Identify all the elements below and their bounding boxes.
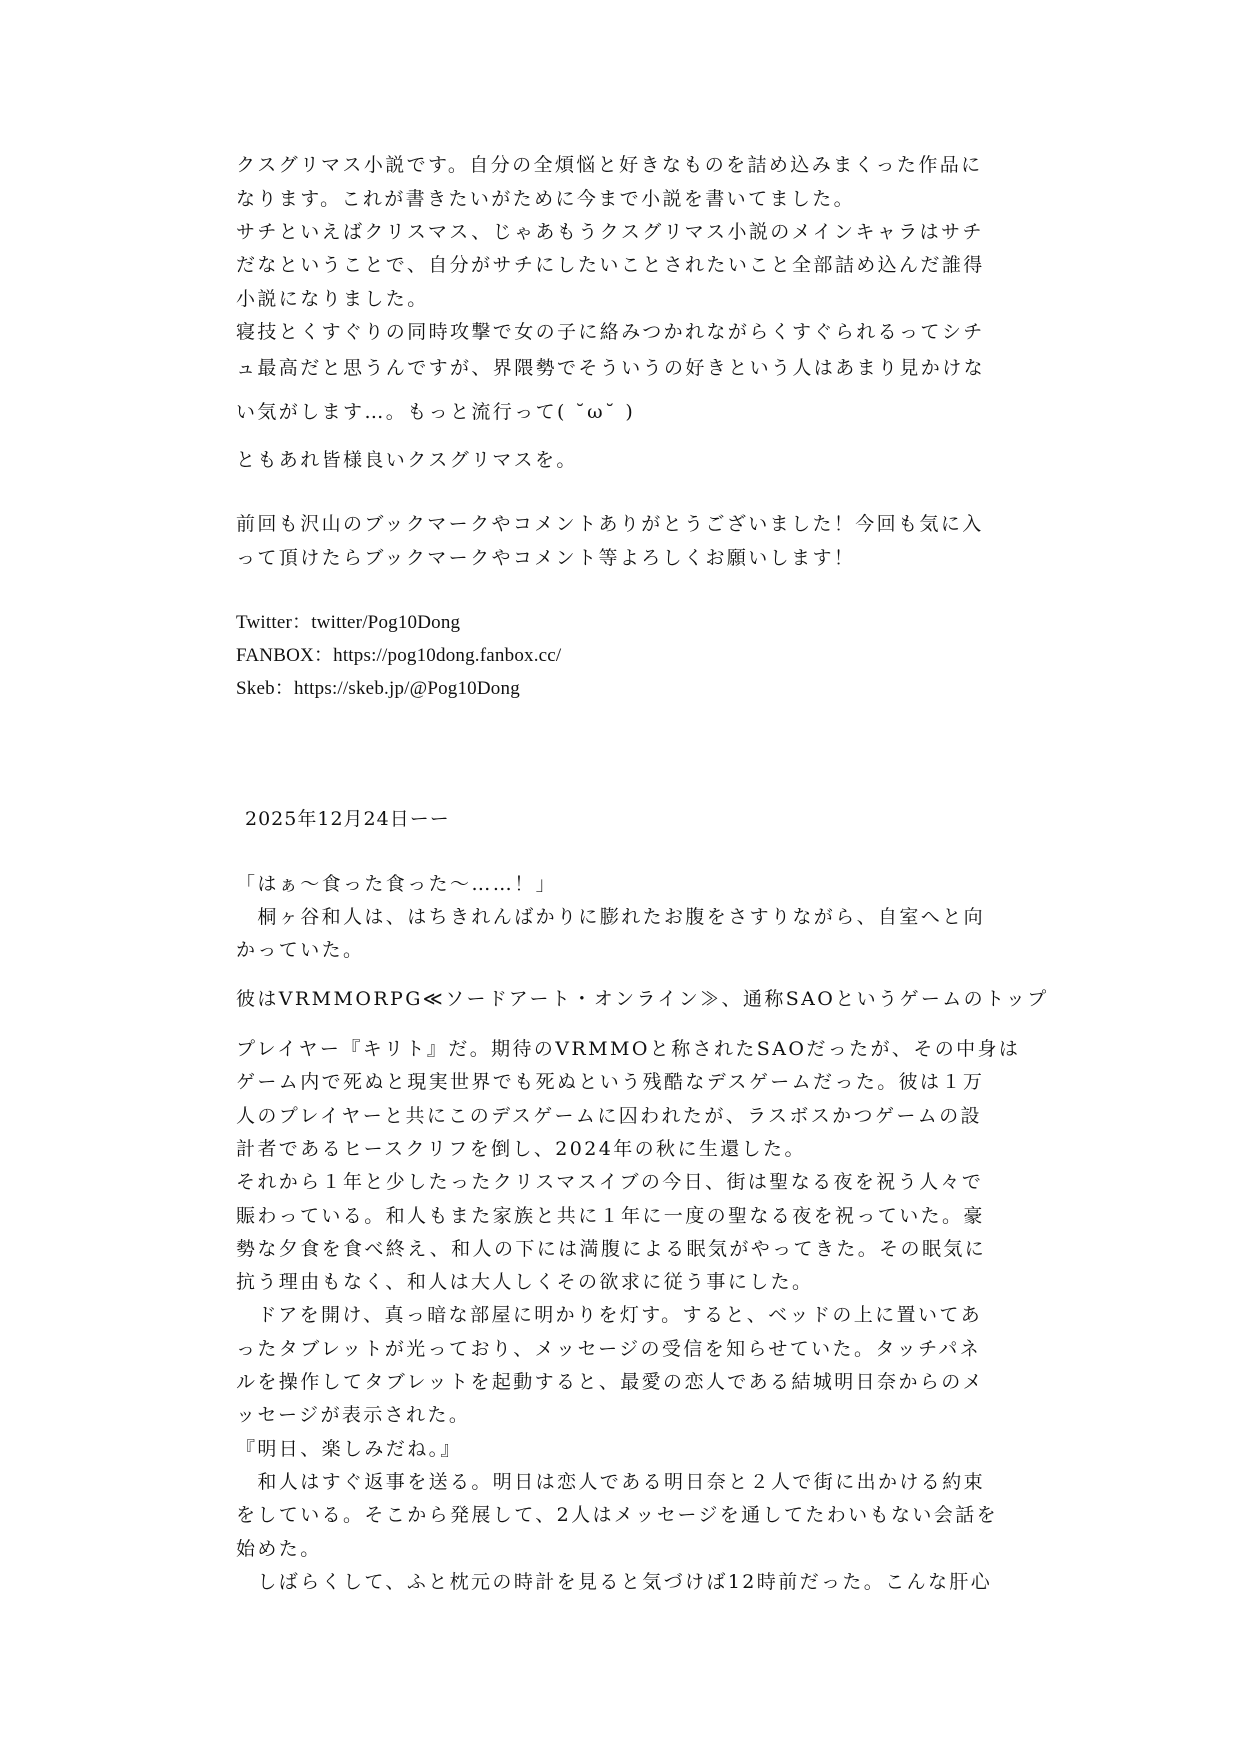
afterword-line: サチといえばクリスマス、じゃあもうクスグリマス小説のメインキャラはサチ <box>236 221 984 243</box>
fanbox-link[interactable]: FANBOX：https://pog10dong.fanbox.cc/ <box>236 645 562 666</box>
story-line: 賑わっている。和人もまた家族と共に１年に一度の聖なる夜を祝っていた。豪 <box>236 1205 985 1227</box>
afterword-line: って頂けたらブックマークやコメント等よろしくお願いします！ <box>236 547 856 569</box>
story-line: しばらくして、ふと枕元の時計を見ると気づけば12時前だった。こんな肝心 <box>236 1571 993 1593</box>
story-line: ルを操作してタブレットを起動すると、最愛の恋人である結城明日奈からのメ <box>236 1371 985 1393</box>
story-line: 「はぁ～食った食った～……！」 <box>236 873 558 895</box>
story-line: それから１年と少したったクリスマスイブの今日、街は聖なる夜を祝う人々で <box>236 1171 984 1193</box>
skeb-link[interactable]: Skeb：https://skeb.jp/@Pog10Dong <box>236 678 520 699</box>
afterword-line: ュ最高だと思うんですが、界隈勢でそういうの好きという人はあまり見かけな <box>236 357 986 379</box>
story-line: 勢な夕食を食べ終え、和人の下には満腹による眠気がやってきた。その眠気に <box>236 1238 987 1260</box>
story-line: 始めた。 <box>236 1538 322 1560</box>
story-line: をしている。そこから発展して、2人はメッセージを通してたわいもない会話を <box>236 1504 998 1526</box>
story-line: 桐ヶ谷和人は、はちきれんばかりに膨れたお腹をさすりながら、自室へと向 <box>236 906 986 928</box>
story-line: 『明日、楽しみだね。』 <box>236 1438 462 1460</box>
story-line: ったタブレットが光っており、メッセージの受信を知らせていた。タッチパネ <box>236 1338 982 1360</box>
story-line: 抗う理由もなく、和人は大人しくその欲求に従う事にした。 <box>236 1271 814 1293</box>
afterword-line: なります。これが書きたいがために今まで小説を書いてました。 <box>236 188 856 210</box>
story-line: かっていた。 <box>236 939 365 961</box>
story-line: ドアを開け、真っ暗な部屋に明かりを灯す。すると、ベッドの上に置いてあ <box>236 1304 983 1326</box>
afterword-line: 小説になりました。 <box>236 288 429 310</box>
afterword-line: ともあれ皆様良いクスグリマスを。 <box>236 449 578 471</box>
story-line: 彼はVRMMORPG≪ソードアート・オンライン≫、通称SAOというゲームのトップ <box>236 988 1049 1010</box>
story-line: ッセージが表示された。 <box>236 1404 471 1426</box>
twitter-link[interactable]: Twitter：twitter/Pog10Dong <box>236 612 461 633</box>
afterword-line: 前回も沢山のブックマークやコメントありがとうございました！今回も気に入 <box>236 513 984 535</box>
story-line: ゲーム内で死ぬと現実世界でも死ぬという残酷なデスゲームだった。彼は１万 <box>236 1071 985 1093</box>
afterword-line: クスグリマス小説です。自分の全煩悩と好きなものを詰め込みまくった作品に <box>236 154 983 176</box>
story-line: 和人はすぐ返事を送る。明日は恋人である明日奈と２人で街に出かける約束 <box>236 1471 986 1493</box>
afterword-line: だなということで、自分がサチにしたいことされたいこと全部詰め込んだ誰得 <box>236 254 985 276</box>
story-line: プレイヤー『キリト』だ。期待のVRMMOと称されたSAOだったが、その中身は <box>236 1038 1021 1060</box>
story-line: 計者であるヒースクリフを倒し、2024年の秋に生還した。 <box>236 1138 806 1160</box>
afterword-line: い気がします…。もっと流行って( ˘ω˘ ) <box>236 401 636 423</box>
story-date-heading: 2025年12月24日ーー <box>245 808 450 830</box>
story-line: 人のプレイヤーと共にこのデスゲームに囚われたが、ラスボスかつゲームの設 <box>236 1105 982 1127</box>
afterword-line: 寝技とくすぐりの同時攻撃で女の子に絡みつかれながらくすぐられるってシチ <box>236 321 985 343</box>
